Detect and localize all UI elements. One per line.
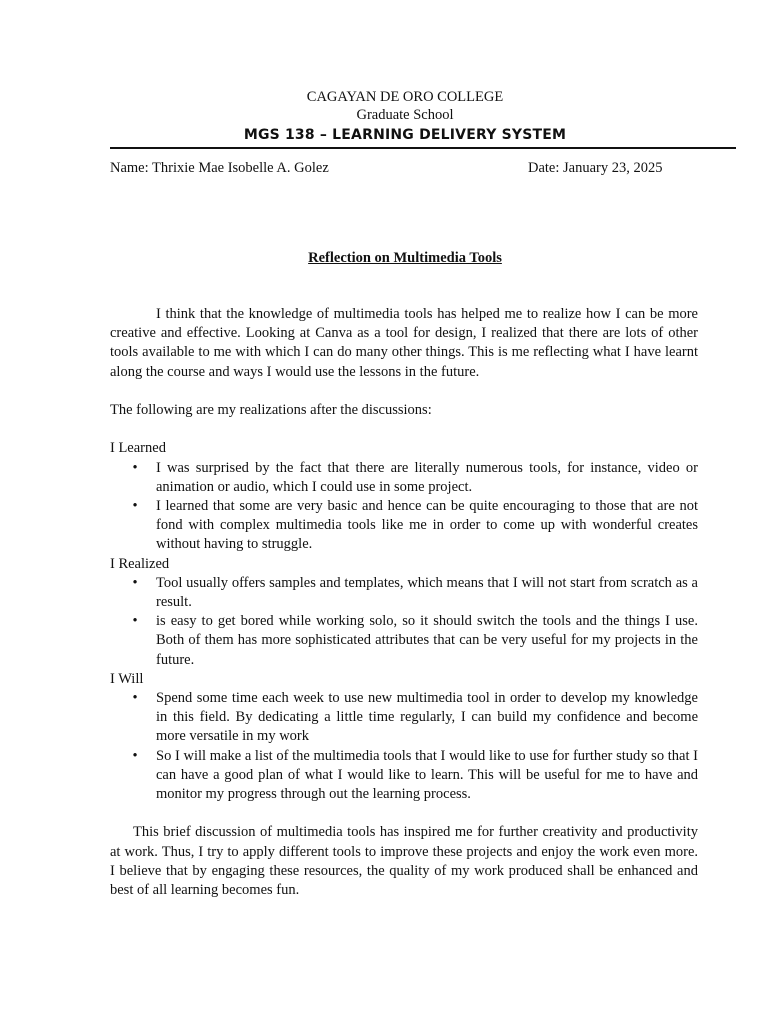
bullet-icon: • xyxy=(132,459,138,476)
info-row xyxy=(110,160,672,177)
bullet-icon: • xyxy=(132,613,138,630)
intro-paragraph: I think that the knowledge of multimedia tools has helped me to realize how I can be more creative and effective. Looking at Canva as a tool for design, I realized that there are lots of other tools available to me with which I can do many other things. This is me reflecting what I have learnt along the course and ways I would use the lessons in the future. xyxy=(110,306,698,380)
header-divider xyxy=(110,147,736,149)
section-label-realized: I Realized xyxy=(110,555,170,572)
section-label-learned: I Learned xyxy=(110,440,166,457)
list-item-text: I learned that some are very basic and hence can be quite encouraging to those that are not fond with complex multimedia tools like me in order to come up with wonderful creates without having to struggle. xyxy=(156,498,698,553)
paragraph-spacer xyxy=(110,420,698,439)
learned-list xyxy=(110,459,698,555)
bullet-icon: • xyxy=(132,574,138,591)
list-item xyxy=(110,574,698,612)
list-item-text: I was surprised by the fact that there are literally numerous tools, for instance, video or animation or audio, which I could use in some project. xyxy=(156,459,698,495)
document-date: Date: January 23, 2025 xyxy=(528,160,663,176)
bullet-icon: • xyxy=(132,498,138,514)
closing-paragraph: This brief discussion of multimedia tools has inspired me for further creativity and productivity at work. Thus, I try to apply different tools to improve these projects and enjoy the work even more. I believe that by engaging these resources, the quality of my work produced shall be enhanced and best of all learning becomes fun. xyxy=(110,824,698,899)
paragraph-spacer xyxy=(110,382,698,401)
list-item xyxy=(110,459,698,497)
realized-list xyxy=(110,574,698,670)
bullet-icon: • xyxy=(132,690,138,707)
list-item xyxy=(110,497,698,555)
list-item-text: is easy to get bored while working solo, so it should switch the tools and the things I use. Both of them has more sophisticated attributes that can be very useful for my projects in the future. xyxy=(156,613,698,668)
list-item xyxy=(110,612,698,670)
document-header xyxy=(0,88,768,145)
paragraph-spacer xyxy=(110,804,698,823)
student-name: Name: Thrixie Mae Isobelle A. Golez xyxy=(110,160,329,176)
bullet-icon: • xyxy=(132,747,138,764)
list-item xyxy=(110,689,698,747)
list-item-text: Tool usually offers samples and templates, which means that I will not start from scratch as a result. xyxy=(156,574,698,611)
will-list xyxy=(110,689,698,804)
document-title: Reflection on Multimedia Tools xyxy=(308,250,502,266)
section-label-will: I Will xyxy=(110,670,144,687)
college-name: CAGAYAN DE ORO COLLEGE xyxy=(306,89,504,105)
list-item-text: So I will make a list of the multimedia tools that I would like to use for further study so that I can have a good plan of what I would like to learn. This will be useful for me to have and monitor my progress through out the learning process. xyxy=(156,747,698,803)
list-item-text: Spend some time each week to use new multimedia tool in order to develop my knowledge in this field. By dedicating a little time regularly, I can build my confidence and become more versatile in my work xyxy=(156,690,698,745)
list-item xyxy=(110,747,698,805)
realizations-intro: The following are my realizations after the discussions: xyxy=(110,402,432,418)
school-name: Graduate School xyxy=(356,107,454,123)
document-body xyxy=(110,305,698,900)
course-title: MGS 138 – LEARNING DELIVERY SYSTEM xyxy=(243,127,567,143)
